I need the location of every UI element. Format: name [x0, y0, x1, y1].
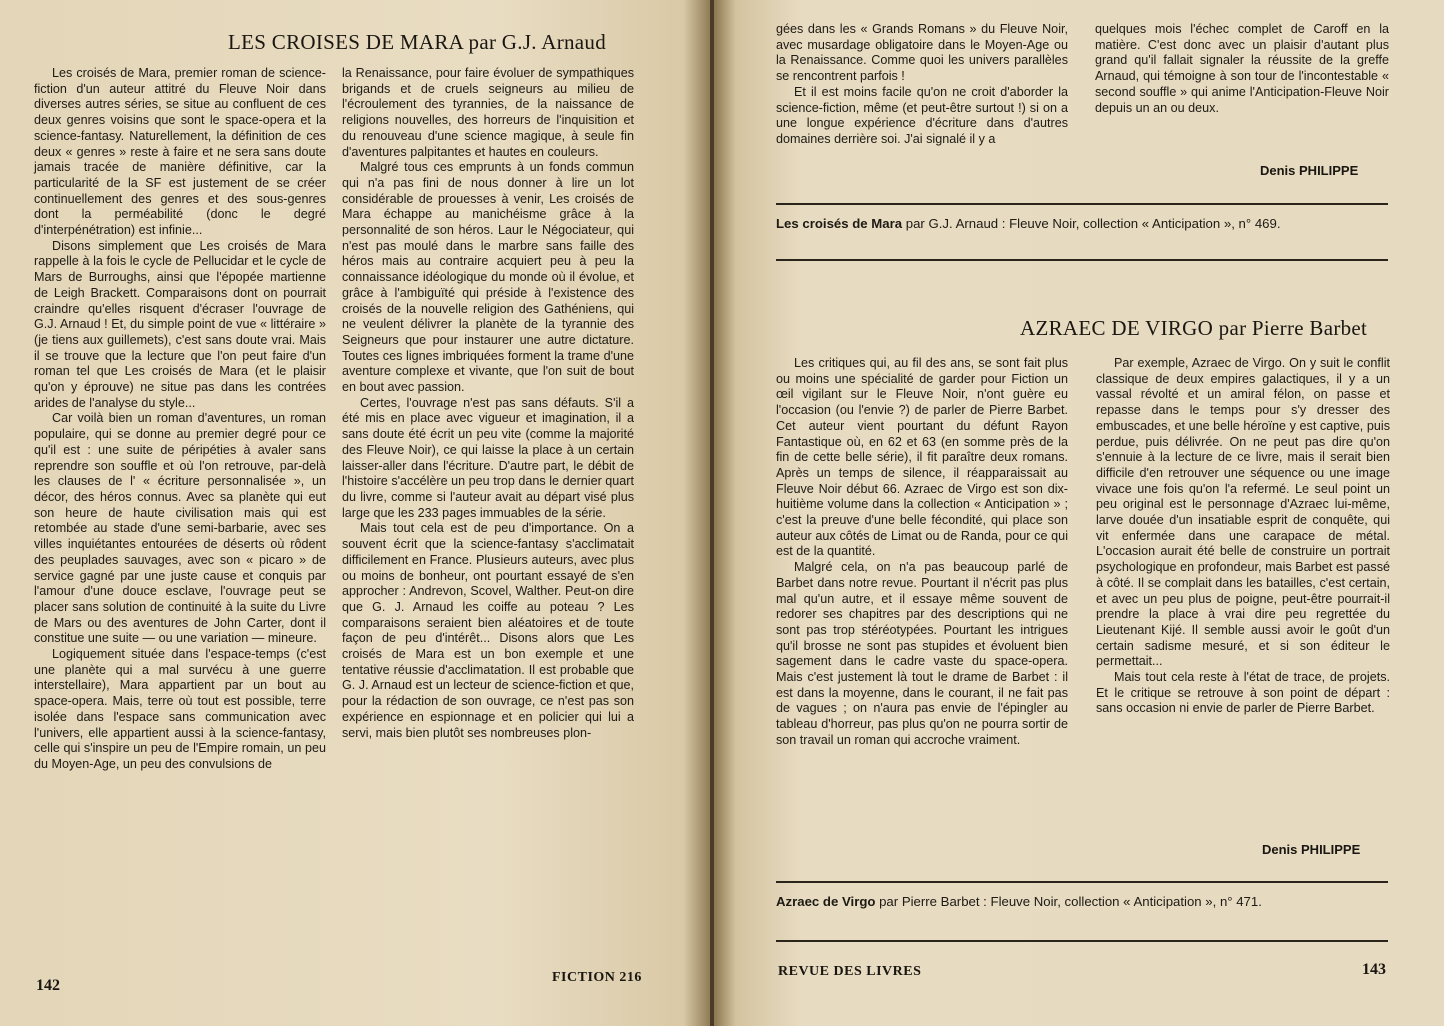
paragraph: Les critiques qui, au fil des ans, se sont fait plus ou moins une spécialité de garder pour Fiction un œil vigilant sur le Fleuve Noir, n'ont guère eu l'occasion (ou l'envie ?) de parler de Pierre Barbet. Cet auteur vient pourtant du défunt Rayon Fantastique où, en 62 et 63 (en somme près de la fin de cette belle série), il fit paraître deux romans. Après un temps de silence, il réapparaissait au Fleuve Noir début 66. Azraec de Virgo est son dix-huitième volume dans la collection « Anticipation » ; c'est la preuve d'une belle fécondité, qui place son auteur aux côtés de Limat ou de Randa, pour ce qui est de la quantité.: [776, 356, 1068, 559]
paragraph: quelques mois l'échec complet de Caroff en la matière. C'est donc avec un plaisir d'autant plus grand qu'il fallait signaler la réussite de la greffe Arnaud, qui témoigne à son tour de l'incontestable « second souffle » qui anime l'Anticipation-Fleuve Noir depuis un an ou deux.: [1095, 22, 1389, 115]
paragraph: Par exemple, Azraec de Virgo. On y suit le conflit classique de deux empires galactiques, il y a un vassal révolté et un amiral félon, on passe et repasse dans le temps pour s'y dresser des embuscades, et une belle héroïne y est captive, puis perdue, puis délivrée. On ne peut pas dire qu'on s'ennuie à la lecture de ce livre, mais il serait bien difficile d'en retrouver une séquence ou une image vivace une fois qu'on l'a refermé. Le seul point un peu original est le personnage d'Azraec lui-même, larve douée d'un insatiable esprit de conquête, qui vit enfermée dans une carapace de métal. L'occasion aurait été belle de construire un portrait psychologique en profondeur, mais Barbet est passé à côté. Il se complait dans les batailles, c'est certain, et avec un peu plus de poigne, peut-être pourrait-il prendre la place à vrai dire peu regrettée du Lieutenant Kijé. Il semble aussi avoir le goût d'un certain sadisme mesuré, et si son éditeur le permettait...: [1096, 356, 1390, 669]
rule-bottom-1: [776, 259, 1388, 261]
page-number-left: 142: [36, 977, 60, 994]
page-number-right: 143: [1362, 961, 1386, 978]
paragraph: Disons simplement que Les croisés de Mara rappelle à la fois le cycle de Pellucidar et le cycle de Mars de Burroughs, ainsi que l'épopée martienne de Leigh Brackett. Comparaisons dont on pourrait craindre qu'elles risquent d'écraser l'ouvrage de G.J. Arnaud ! Et, du simple point de vue « littéraire » (je tiens aux guillemets), c'est sans doute vrai. Mais il se trouve que la lecture que l'on peut faire d'un roman tel que Les croisés de Mara (et le plaisir qu'on y éprouve) ne situe pas dans les contrées arides de l'analyse du style...: [34, 238, 326, 410]
book-details: par Pierre Barbet : Fleuve Noir, collection « Anticipation », n° 471.: [875, 894, 1262, 909]
paragraph: Mais tout cela reste à l'état de trace, de projets. Et le critique se retrouve à son point de départ : sans occasion ni envie de parler de Pierre Barbet.: [1096, 670, 1390, 716]
right-column-1: [776, 22, 1068, 148]
book-reference-mara: [776, 214, 1388, 233]
left-column-1: [34, 66, 326, 773]
right-column-2: [1095, 22, 1389, 116]
signature-author-2: Denis PHILIPPE: [1262, 842, 1361, 857]
review-headline-mara: LES CROISES DE MARA par G.J. Arnaud: [228, 30, 607, 54]
rule-top-1: [776, 203, 1388, 205]
paragraph: Les croisés de Mara, premier roman de science-fiction d'un auteur attitré du Fleuve Noir dans diverses autres séries, se situe au confluent de ces deux genres voisins que sont le space-opera et la science-fantasy. Naturellement, la définition de ces deux « genres » reste à faire et ne sera sans doute jamais tracée de manière définitive, car la particularité de la SF est justement de se créer continuellement des genres et des sous-genres dont la perméabilité (donc le degré d'interpénétration) est infinie...: [34, 66, 326, 238]
book-reference-azraec: [776, 892, 1388, 911]
book-title: Azraec de Virgo: [776, 894, 876, 909]
rule-top-2: [776, 881, 1388, 883]
review-headline-azraec: AZRAEC DE VIRGO par Pierre Barbet: [1020, 316, 1368, 340]
rule-bottom-2: [776, 940, 1388, 942]
signature-author-1: Denis PHILIPPE: [1260, 163, 1359, 178]
right-page: [714, 0, 1444, 1026]
right-column-3: [776, 356, 1068, 749]
running-title-left: FICTION 216: [552, 970, 642, 985]
paragraph: Logiquement située dans l'espace-temps (c'est une planète qui a mal survécu à une guerre interstellaire), Mara appartient par un bout au space-opera. Mais, terre où tout est possible, terre isolée dans l'espace sans communication avec l'univers, elle appartient aussi à la science-fantasy, celle qui s'inspire un peu de l'Empire romain, un peu du Moyen-Age, un peu des convulsions de: [34, 647, 326, 771]
running-title-right: REVUE DES LIVRES: [778, 964, 922, 979]
paragraph: la Renaissance, pour faire évoluer de sympathiques brigands et de cruels seigneurs au milieu de l'écroulement des tyrannies, de la naissance de religions nouvelles, des horreurs de l'inquisition et du renouveau d'une science magique, à seule fin d'aventures palpitantes et hautes en couleurs.: [342, 66, 634, 159]
paragraph: Car voilà bien un roman d'aventures, un roman populaire, qui se donne au premier degré pour ce qu'il est : une suite de péripéties à avaler sans reprendre son souffle et où l'on retrouve, par-delà les clauses de l' « écriture personnalisée », un décor, des héros connus. Avec sa planète qui eut son heure de haute civilisation mais qui est retombée au stade d'une semi-barbarie, avec ses villes inquiétantes entourées de déserts où rôdent des peuplades sauvages, avec son « picaro » de service gagné par une juste cause et conquis par l'amour d'une douce esclave, l'ouvrage peut se placer sans solution de continuité à la suite du Livre de Mars ou des aventures de John Carter, dont il constitue une suite — ou une variation — mineure.: [34, 411, 326, 646]
paragraph: gées dans les « Grands Romans » du Fleuve Noir, avec musardage obligatoire dans le Moyen-Age ou la Renaissance. Comme quoi les univers parallèles se rencontrent parfois !: [776, 22, 1068, 84]
left-page: [0, 0, 712, 1026]
book-title: Les croisés de Mara: [776, 216, 903, 231]
paragraph: Mais tout cela est de peu d'importance. On a souvent écrit que la science-fantasy s'acclimatait difficilement en France. Plusieurs auteurs, avec plus ou moins de bonheur, ont pourtant essayé de s'en approcher : Andrevon, Scovel, Walther. Peut-on dire que G. J. Arnaud les coiffe au poteau ? Les comparaisons seraient bien aléatoires et de toute façon de peu d'intérêt... Disons alors que Les croisés de Mara est un bon exemple et une tentative réussie d'acclimatation. Il est probable que G. J. Arnaud est un lecteur de science-fiction et que, pour la rédaction de son ouvrage, ce n'est pas son expérience en espionnage et en policier qui lui a servi, mais bien plutôt ses nombreuses plon-: [342, 521, 634, 740]
paragraph: Malgré cela, on n'a pas beaucoup parlé de Barbet dans notre revue. Pourtant il n'écrit pas plus mal qu'un autre, et il essaye même souvent de redorer ses chapitres par des descriptions qui ne sont pas trop stéréotypées. Pourtant les intrigues qu'il brosse ne sont pas stupides et évoluent bien sagement dans le cadre vaste du space-opera. Mais c'est justement là tout le drame de Barbet : il est dans la moyenne, dans le courant, il ne fait pas de vagues ; on n'aura pas envie de l'épingler au tableau d'horreur, pas plus qu'on ne pourra sortir de son travail un roman qui accroche vraiment.: [776, 560, 1068, 747]
right-column-4: [1096, 356, 1390, 717]
book-details: par G.J. Arnaud : Fleuve Noir, collection « Anticipation », n° 469.: [902, 216, 1281, 231]
paragraph: Malgré tous ces emprunts à un fonds commun qui n'a pas fini de nous donner à lire un lot considérable de prouesses à venir, Les croisés de Mara échappe au manichéisme grâce à la personnalité de son héros. Laur le Négociateur, qui n'est pas moulé dans le marbre sans faille des héros mais au contraire acquiert peu à peu la connaissance idéologique du monde où il évolue, et grâce à l'ambiguïté qui préside à l'existence des croisés de la nouvelle religion des Gathéniens, qui ne veulent délivrer la planète de la tyrannie des Seigneurs que pour instaurer une autre dictature. Toutes ces lignes imbriquées forment la trame d'une aventure complexe et vivante, que l'on suit de bout en bout avec passion.: [342, 160, 634, 395]
paragraph: Certes, l'ouvrage n'est pas sans défauts. S'il a été mis en place avec vigueur et imagination, il a sans doute été écrit un peu vite (comme la majorité des Fleuve Noir), ce qui laisse la place à un certain laisser-aller dans l'écriture. D'autre part, le débit de l'histoire s'accélère un peu trop dans le dernier quart du livre, comme si l'auteur avait au départ visé plus large que les 233 pages immuables de la série.: [342, 395, 634, 520]
paragraph: Et il est moins facile qu'on ne croit d'aborder la science-fiction, même (et peut-être surtout !) si on a une longue expérience d'écriture dans d'autres domaines derrière soi. J'ai signalé il y a: [776, 84, 1068, 146]
left-column-2: [342, 66, 634, 741]
